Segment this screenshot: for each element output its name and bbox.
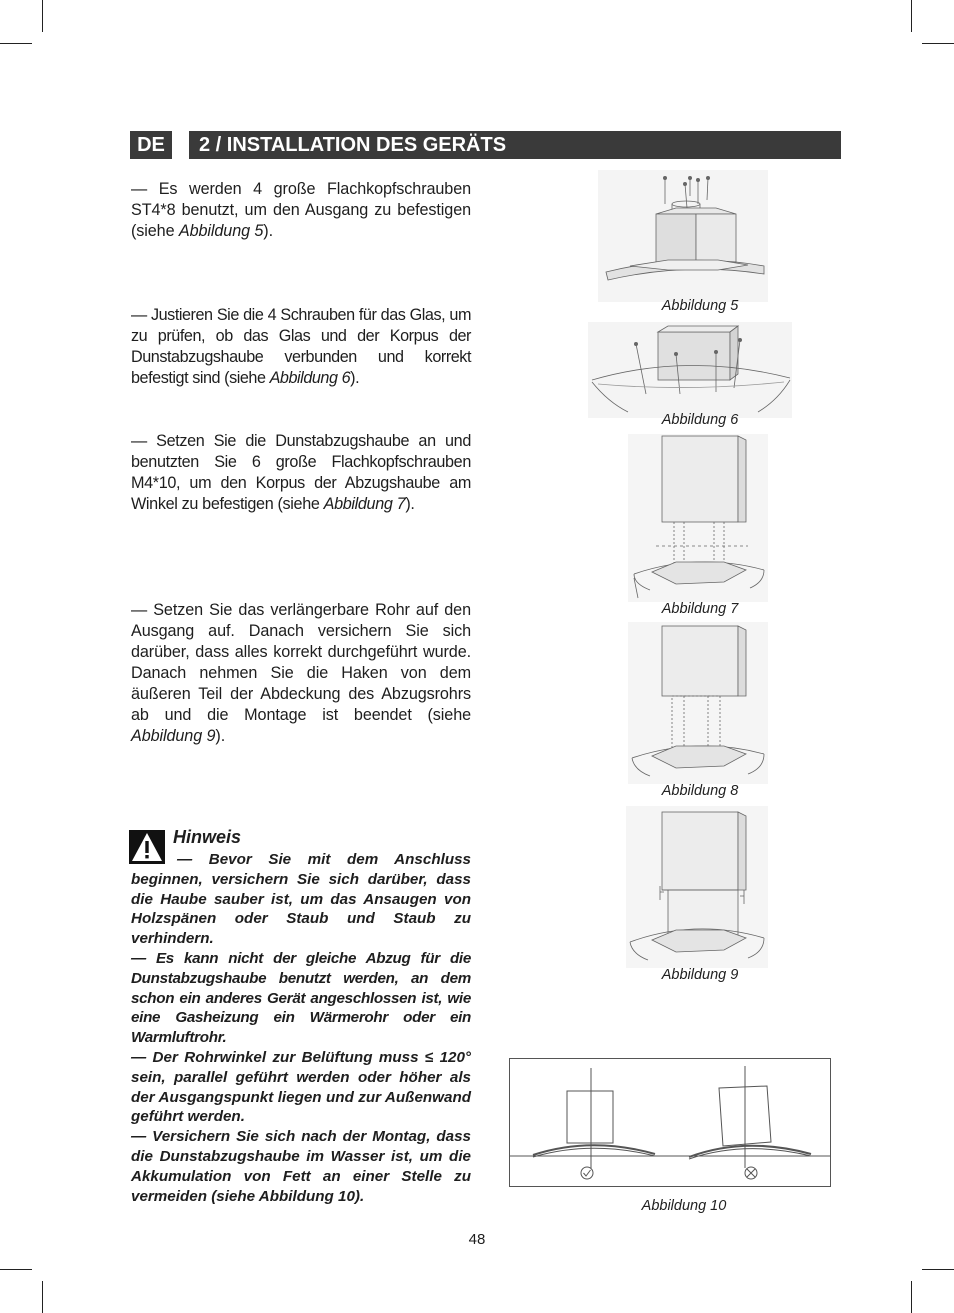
figure-5-illustration: [598, 170, 768, 302]
paragraph-text: ).: [215, 727, 226, 745]
figure-7-illustration: [628, 434, 768, 602]
crop-mark: [922, 43, 954, 44]
crop-mark: [42, 0, 43, 32]
note-item: — Versichern Sie sich nach der Montag, dass die Dunstabzugshaube im Wasser ist, um die Akkumulation von Fett an einer Stelle zu vermeiden (siehe Abbildung 10).: [131, 1128, 471, 1205]
figure-5-caption: Abbildung 5: [661, 298, 739, 314]
crop-mark: [911, 1281, 912, 1313]
note-item: — Der Rohrwinkel zur Belüftung muss ≤ 120° sein, parallel geführt werden oder höher als der Ausgangspunkt liegen und zur Außenwand geführt werden.: [131, 1048, 471, 1126]
figure-6-illustration: [588, 322, 792, 418]
figure-6-caption: Abbildung 6: [661, 412, 739, 428]
figure-9-caption: Abbildung 9: [661, 967, 739, 983]
crop-mark: [0, 1269, 32, 1270]
note-item: — Es kann nicht der gleiche Abzug für die Dunstabzugshaube benutzt werden, an dem schon ein anderes Gerät angeschlossen ist, wie eine Gasheizung ein Wärmerohr oder ein Warmluftrohr.: [131, 949, 471, 1047]
note-title: Hinweis: [173, 827, 242, 847]
section-title: 2 / INSTALLATION DES GERÄTS: [199, 133, 507, 156]
crop-mark: [911, 0, 912, 32]
paragraph-text: — Setzen Sie die Dunstabzugshaube an und benutzten Sie 6 große Flachkopfschrauben M4*10, um den Korpus der Abzugshaube am Winkel zu befestigen (siehe: [131, 432, 471, 513]
figure-8-illustration: [628, 622, 768, 784]
crop-mark: [0, 43, 32, 44]
figure-reference: Abbildung 9: [131, 727, 216, 745]
figure-reference: Abbildung 6: [269, 369, 351, 387]
figure-reference: Abbildung 5: [178, 222, 264, 240]
figure-10-illustration: [509, 1058, 831, 1188]
paragraph-extension-pipe: [131, 600, 471, 747]
crop-mark: [922, 1269, 954, 1270]
figure-10-caption: Abbildung 10: [641, 1198, 727, 1214]
paragraph-text: — Es werden 4 große Flachkopfschrauben ST4*8 benutzt, um den Ausgang zu befestigen (siehe: [131, 180, 471, 240]
paragraph-text: — Justieren Sie die 4 Schrauben für das Glas, um zu prüfen, ob das Glas und der Korpus der Dunstabzugshaube verbunden und korrekt befestigt sind (siehe: [131, 306, 471, 387]
crop-mark: [42, 1281, 43, 1313]
figure-7-caption: Abbildung 7: [661, 601, 739, 617]
language-badge: DE: [130, 131, 172, 159]
note-body: [131, 850, 471, 1206]
paragraph-text: ).: [405, 495, 415, 513]
note-item: — Bevor Sie mit dem Anschluss beginnen, versichern Sie sich darüber, dass die Haube sauber ist, um das Ansaugen von Holzspänen oder Staub und Staub zu verhindern.: [131, 851, 471, 948]
paragraph-text: — Setzen Sie das verlängerbare Rohr auf den Ausgang auf. Danach versichern Sie sich darüber, dass alles korrekt durchgeführt wurde. Danach nehmen Sie die Haken von dem äußeren Teil der Abdeckung des Abzugsrohrs ab und die Montage ist beendet (siehe: [131, 601, 471, 724]
paragraph-adjust-glass: [131, 305, 471, 389]
paragraph-text: ).: [263, 222, 273, 240]
section-header: [189, 131, 841, 159]
paragraph-text: ).: [350, 369, 360, 387]
figure-8-caption: Abbildung 8: [661, 783, 739, 799]
figure-9-illustration: [626, 806, 768, 968]
paragraph-mount-hood: [131, 431, 471, 515]
figure-reference: Abbildung 7: [323, 495, 406, 513]
paragraph-screws-outlet: [131, 179, 471, 242]
page-number: 48: [468, 1231, 486, 1248]
